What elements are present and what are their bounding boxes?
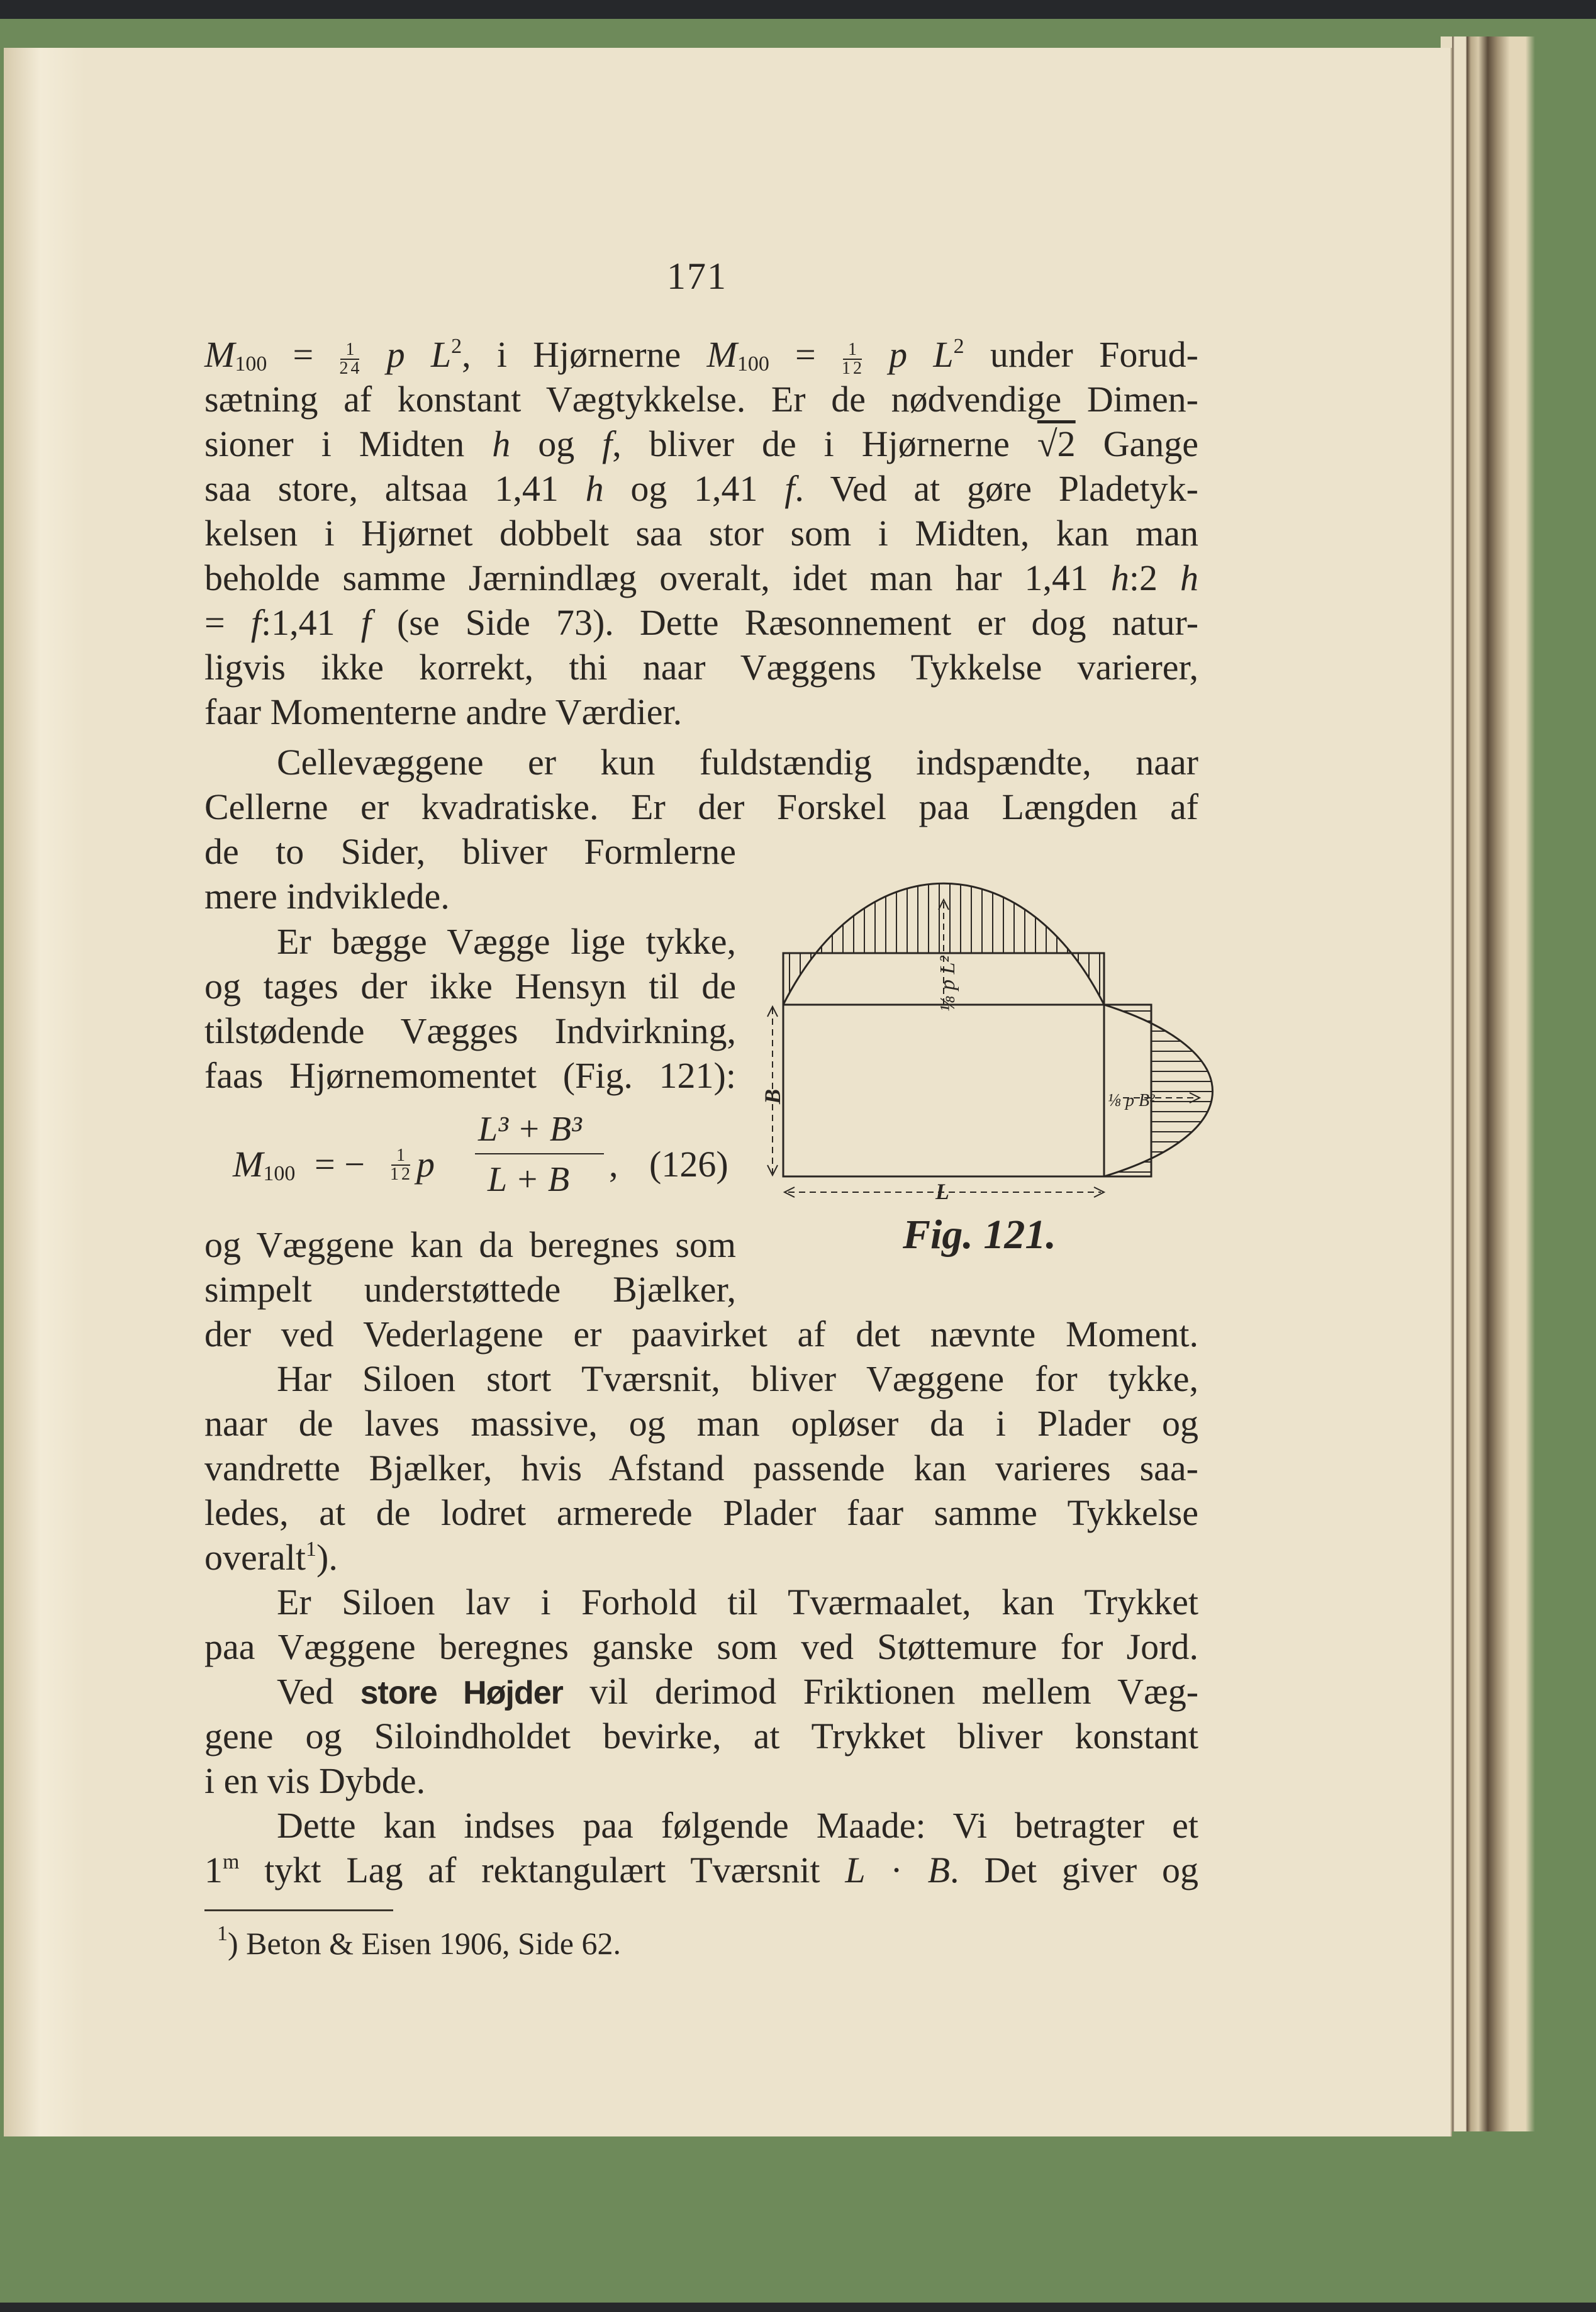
text-line: simpelt understøttede Bjælker,	[204, 1269, 736, 1310]
text-line	[204, 467, 1198, 512]
math-symbol: f	[360, 602, 371, 643]
text-span: , bliver de i Hjørnerne	[612, 423, 1037, 464]
fraction	[339, 340, 360, 377]
fraction-denominator: 12	[390, 1164, 413, 1184]
math-symbol: p	[416, 1144, 435, 1185]
math-symbol: h	[1180, 557, 1198, 598]
text-span: og	[510, 423, 603, 464]
fraction-numerator: 1	[396, 1146, 405, 1165]
fraction-denominator: 12	[841, 358, 864, 378]
fraction-denominator: 24	[339, 358, 362, 378]
text-span: =	[204, 602, 251, 643]
text-line: sætning af konstant Vægtykkelse. Er de nødvendige Dimen-	[204, 379, 1198, 420]
math-symbol: f	[250, 602, 261, 643]
text-span: . Ved at gøre Pladetyk-	[795, 468, 1198, 509]
math-symbol: M	[706, 334, 737, 375]
math-operator: = −	[315, 1144, 365, 1185]
math-symbol: L	[845, 1850, 866, 1890]
text-line: og tages der ikke Hensyn til de	[204, 966, 736, 1007]
text-span: beholde samme Jærnindlæg overalt, idet man har 1,41	[204, 557, 1111, 598]
page-edges	[1441, 36, 1535, 2131]
text-line	[204, 557, 1198, 601]
text-span: (se Side 73). Dette Ræsonnement er dog natur-	[371, 602, 1199, 643]
math-subscript: 100	[737, 352, 769, 376]
text-line	[204, 333, 1198, 378]
text-span: 1	[204, 1850, 223, 1890]
text-line: faar Momenterne andre Værdier.	[204, 691, 683, 732]
unit-superscript: m	[223, 1850, 240, 1874]
math-symbol: h	[492, 423, 511, 464]
text-line: ligvis ikke korrekt, thi naar Væggens Tykkelse varierer,	[204, 647, 1198, 688]
text-span: :2	[1129, 557, 1180, 598]
math-operator: =	[267, 334, 340, 375]
text-line: i en vis Dybde.	[204, 1760, 426, 1801]
fraction-bar	[475, 1153, 604, 1154]
text-line: ledes, at de lodret armerede Plader faar samme Tykkelse	[204, 1492, 1198, 1533]
paragraph-start: Er Siloen lav i Forhold til Tværmaalet, kan Trykket	[277, 1582, 1198, 1622]
text-span: saa store, altsaa 1,41	[204, 468, 586, 509]
emphasized-text: store Højder	[360, 1675, 563, 1711]
math-expression: p L	[360, 334, 452, 375]
math-superscript: 2	[953, 335, 964, 358]
math-operator: ·	[865, 1850, 928, 1890]
text-line: naar de laves massive, og man opløser da i Plader og	[204, 1403, 1198, 1444]
math-subscript: 100	[235, 352, 267, 376]
text-span: under Forud-	[964, 334, 1198, 375]
paragraph-start: Dette kan indses paa følgende Maade: Vi betragter et	[277, 1805, 1198, 1846]
fraction	[842, 340, 863, 377]
text-line: og Væggene kan da beregnes som	[204, 1224, 736, 1265]
footnote-reference[interactable]: 1	[306, 1538, 317, 1561]
text-span: og 1,41	[603, 468, 785, 509]
math-symbol: f	[784, 468, 795, 509]
text-line: tilstødende Vægges Indvirkning,	[204, 1010, 736, 1051]
math-subscript: 100	[263, 1162, 296, 1185]
text-span: overalt	[204, 1537, 306, 1578]
math-superscript: 2	[451, 335, 462, 358]
text-span: Ved	[277, 1671, 360, 1712]
text-span: :1,41	[260, 602, 361, 643]
equation-denominator: L + B	[488, 1160, 570, 1199]
text-line: faas Hjørnemomentet (Fig. 121):	[204, 1055, 736, 1096]
figure-caption: Fig. 121.	[903, 1212, 1056, 1258]
text-span: sioner i Midten	[204, 423, 493, 464]
page-number: 171	[667, 255, 727, 297]
label-top-moment: ⅛ p L²	[936, 956, 959, 1012]
text-line: gene og Siloindholdet bevirke, at Trykket bliver konstant	[204, 1716, 1198, 1756]
text-span: Gange	[1075, 423, 1198, 464]
equation-number: (126)	[649, 1144, 728, 1185]
paragraph-start: Er bægge Vægge lige tykke,	[277, 921, 736, 962]
text-span: vil derimod Friktionen mellem Væg-	[562, 1671, 1199, 1712]
paragraph-start: Har Siloen stort Tværsnit, bliver Væggene for tykke,	[277, 1358, 1198, 1399]
equation-126	[233, 1110, 749, 1211]
equation-lhs	[233, 1143, 295, 1186]
text-span: . Det giver og	[950, 1850, 1198, 1890]
gutter-shadow	[4, 48, 86, 2136]
math-symbol: h	[585, 468, 604, 509]
math-symbol: M	[233, 1144, 264, 1185]
equation-numerator: L³ + B³	[478, 1110, 582, 1149]
fraction	[390, 1146, 411, 1183]
text-line: Cellerne er kvadratiske. Er der Forskel paa Længden af	[204, 786, 1198, 827]
footnote	[217, 1922, 621, 1962]
text-line	[204, 423, 1198, 467]
label-L: L	[935, 1179, 949, 1204]
footnote-divider	[204, 1909, 393, 1911]
fraction-numerator: 1	[847, 339, 857, 359]
text-line	[204, 601, 1198, 646]
cell-rectangle	[783, 1005, 1104, 1176]
text-line	[204, 1536, 1198, 1581]
figure-121-diagram	[760, 874, 1224, 1204]
text-line: mere indviklede.	[204, 876, 450, 917]
math-symbol: f	[602, 423, 613, 464]
math-operator: =	[769, 334, 842, 375]
text-line: der ved Vederlagene er paavirket af det nævnte Moment.	[204, 1314, 1198, 1354]
math-symbol: M	[204, 334, 235, 375]
sqrt-expression: √2	[1037, 423, 1076, 464]
text-span: , i Hjørnerne	[462, 334, 707, 375]
text-line: paa Væggene beregnes ganske som ved Støttemure for Jord.	[204, 1626, 1198, 1667]
text-span: ).	[316, 1537, 338, 1578]
math-symbol: B	[927, 1850, 951, 1890]
text-line	[204, 1849, 1198, 1894]
text-line: de to Sider, bliver Formlerne	[204, 831, 736, 872]
footnote-mark: 1	[217, 1922, 228, 1945]
paragraph-start: Cellevæggene er kun fuldstændig indspændte, naar	[277, 742, 1198, 783]
paragraph-start	[204, 1670, 1198, 1715]
label-right-moment: ⅛ p B²	[1108, 1091, 1155, 1110]
math-expression: p L	[862, 334, 954, 375]
text-line: kelsen i Hjørnet dobbelt saa stor som i Midten, kan man	[204, 513, 1198, 554]
text-span: tykt Lag af rektangulært Tværsnit	[239, 1850, 845, 1890]
text-line: vandrette Bjælker, hvis Afstand passende kan varieres saa-	[204, 1448, 1198, 1488]
fraction-numerator: 1	[345, 339, 355, 359]
footnote-text: ) Beton & Eisen 1906, Side 62.	[228, 1926, 621, 1961]
math-symbol: h	[1110, 557, 1129, 598]
punctuation: ,	[609, 1144, 618, 1185]
label-B: B	[760, 1088, 785, 1104]
